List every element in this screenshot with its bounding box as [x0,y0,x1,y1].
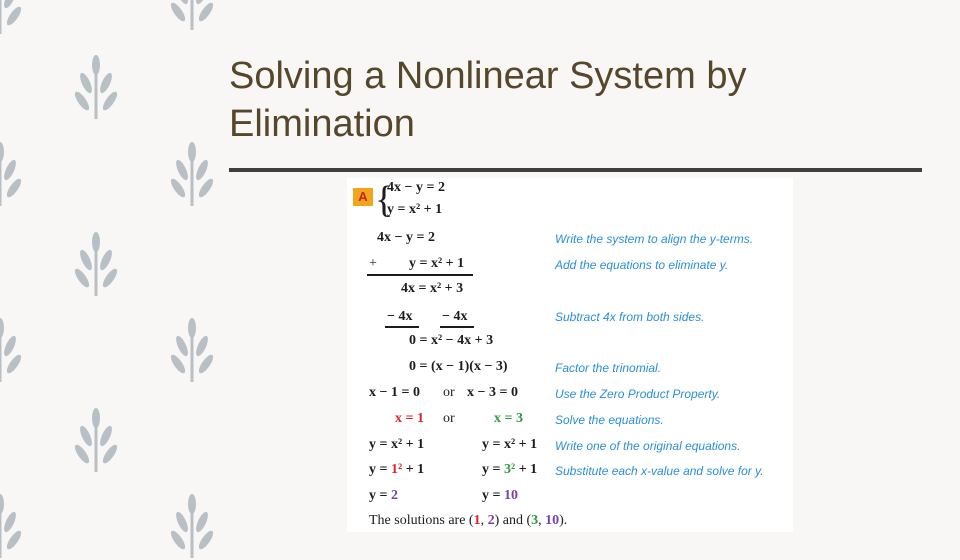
system-equation-1: 4x − y = 2 [387,180,445,195]
solution-or: or [443,411,455,426]
comment-zero-product: Use the Zero Product Property. [555,387,721,401]
step-aligned-eq1: 4x − y = 2 [377,230,435,245]
slide-title [229,52,929,148]
slide-title-line2: Elimination [229,103,415,145]
step-aligned-eq2: y = x² + 1 [409,256,465,271]
leaf-sprig-icon [74,232,118,298]
title-divider [229,168,922,172]
step-plus-sign: + [369,256,377,271]
worked-example-image [347,178,793,532]
comment-subtract: Subtract 4x from both sides. [555,310,705,324]
original-eq-right: y = x² + 1 [482,437,538,452]
y-value-right: y = 10 [482,488,518,503]
slide-title-line1: Solving a Nonlinear System by [229,55,747,97]
step-subtract-left: − 4x [387,309,413,324]
step-factored: 0 = (x − 1)(x − 3) [409,359,508,374]
comment-align: Write the system to align the y-terms. [555,232,754,246]
leaf-sprig-icon [0,142,22,208]
system-brace: { [375,179,394,221]
step-subtract-right: − 4x [442,309,468,324]
solution-x2: x = 3 [494,411,523,426]
leaf-sprig-icon [170,142,214,208]
solutions-sentence: The solutions are (1, 2) and (3, 10). [369,513,568,528]
step-sum-result: 4x = x² + 3 [401,281,464,296]
comment-original: Write one of the original equations. [555,439,741,453]
leaf-sprig-icon [0,494,22,560]
sum-line [367,274,473,276]
subtract-line-right [440,326,474,328]
substitute-right: y = 3² + 1 [482,462,538,477]
step-quadratic: 0 = x² − 4x + 3 [409,333,494,348]
comment-factor: Factor the trinomial. [555,361,662,375]
leaf-sprig-icon [0,0,22,36]
comment-add: Add the equations to eliminate y. [555,258,729,272]
leaf-sprig-icon [170,0,214,32]
subtract-line-left [385,326,419,328]
comment-substitute: Substitute each x-value and solve for y. [555,464,764,478]
system-equation-2: y = x² + 1 [387,202,443,217]
step-zero-right: x − 3 = 0 [467,385,518,400]
leaf-sprig-icon [170,494,214,560]
leaf-sprig-icon [74,55,118,121]
leaf-sprig-icon [170,318,214,384]
y-value-left: y = 2 [369,488,398,503]
example-badge: A [353,188,373,206]
step-zero-left: x − 1 = 0 [369,385,420,400]
original-eq-left: y = x² + 1 [369,437,425,452]
solution-x1: x = 1 [395,411,424,426]
comment-solve: Solve the equations. [555,413,664,427]
step-zero-or: or [443,385,455,400]
substitute-left: y = 1² + 1 [369,462,425,477]
leaf-sprig-icon [0,318,22,384]
leaf-sprig-icon [74,408,118,474]
